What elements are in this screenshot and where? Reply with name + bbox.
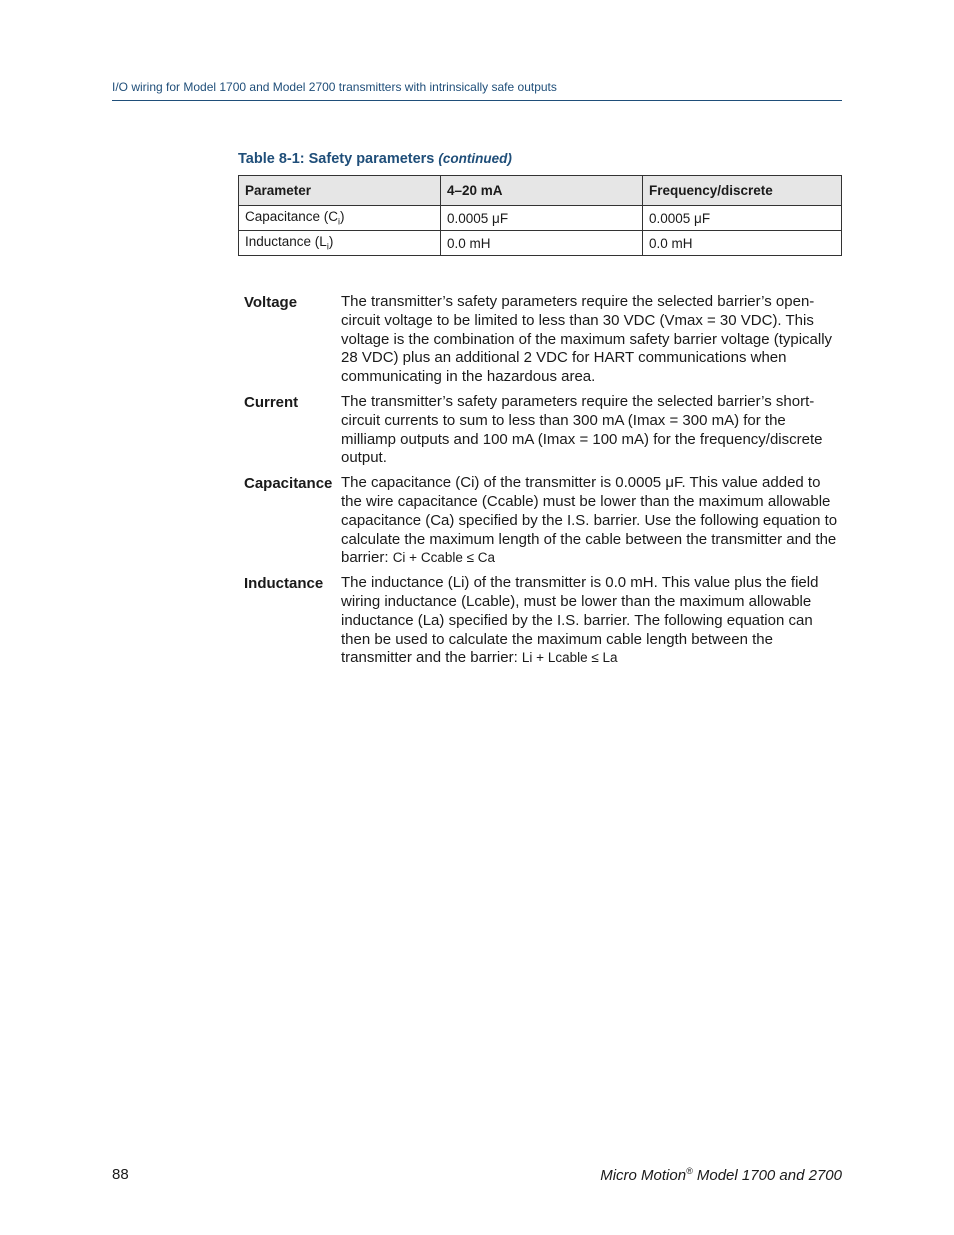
definition-list bbox=[244, 293, 842, 674]
table-caption bbox=[238, 151, 512, 167]
cell-frequency-discrete: 0.0005 μF bbox=[643, 206, 842, 231]
definition-text bbox=[341, 474, 842, 568]
parameter-subscript: i bbox=[326, 241, 329, 252]
definition-body: The inductance (Li) of the transmitter is 0.0 mH. This value plus the field wiring inductance (Lcable), must be lower than the maximum allowable inductance (La) specified by the I.S. barrier. The following equation can then be used to calculate the maximum cable length between the transmitter and the barrier: bbox=[341, 574, 819, 667]
definition-text bbox=[341, 393, 842, 468]
definition-voltage bbox=[244, 293, 842, 387]
cell-4-20ma: 0.0 mH bbox=[441, 231, 643, 256]
definition-inductance bbox=[244, 574, 842, 668]
definition-current bbox=[244, 393, 842, 468]
footer-title bbox=[600, 1166, 842, 1184]
page-number: 88 bbox=[112, 1166, 129, 1183]
table-caption-continued: (continued) bbox=[438, 151, 512, 166]
table-row bbox=[239, 206, 842, 231]
definition-equation: Ci + Ccable ≤ Ca bbox=[392, 550, 496, 566]
definition-term: Capacitance bbox=[244, 475, 333, 493]
definition-text bbox=[341, 293, 842, 387]
column-header-parameter: Parameter bbox=[239, 176, 441, 206]
parameter-subscript: i bbox=[338, 216, 341, 227]
parameter-close: ) bbox=[328, 234, 334, 250]
parameter-close: ) bbox=[340, 209, 345, 225]
table-caption-title: Table 8-1: Safety parameters bbox=[238, 151, 435, 167]
column-header-frequency-discrete: Frequency/discrete bbox=[643, 176, 842, 206]
cell-4-20ma: 0.0005 μF bbox=[441, 206, 643, 231]
definition-equation: Li + Lcable ≤ La bbox=[521, 650, 618, 666]
cell-parameter bbox=[239, 206, 441, 231]
definition-text bbox=[341, 574, 842, 668]
definition-capacitance bbox=[244, 474, 842, 568]
header-divider bbox=[112, 100, 842, 101]
footer-brand: Micro Motion bbox=[600, 1167, 687, 1184]
table-header-row bbox=[239, 176, 842, 206]
registered-mark: ® bbox=[686, 1166, 693, 1176]
running-header: I/O wiring for Model 1700 and Model 2700 transmitters with intrinsically safe outputs bbox=[112, 80, 557, 94]
definition-body: The transmitter’s safety parameters require the selected barrier’s open-circuit voltage to be limited to less than 30 VDC (Vmax = 30 VDC). This voltage is the combination of the maximum safety barrier voltage (typically 28 VDC) plus an additional 2 VDC for HART communications when communicating in the hazardous area. bbox=[341, 293, 833, 386]
cell-frequency-discrete: 0.0 mH bbox=[643, 231, 842, 256]
definition-term: Inductance bbox=[244, 575, 324, 593]
parameter-name: Inductance (L bbox=[245, 234, 327, 250]
column-header-4-20ma: 4–20 mA bbox=[441, 176, 643, 206]
cell-parameter bbox=[239, 231, 441, 256]
definition-body: The transmitter’s safety parameters require the selected barrier’s short-circuit currents to sum to less than 300 mA (Imax = 300 mA) for the milliamp outputs and 100 mA (Imax = 100 mA) for the frequency/discrete output. bbox=[341, 392, 823, 467]
safety-parameters-table bbox=[238, 175, 842, 256]
table-row bbox=[239, 231, 842, 256]
definition-body: The capacitance (Ci) of the transmitter is 0.0005 μF. This value added to the wire capacitance (Ccable) must be lower than the maximum allowable capacitance (Ca) specified by the I.S. barrier. Use the following equation to calculate the maximum length of the cable between the transmitter and the barrier: bbox=[341, 474, 838, 567]
parameter-name: Capacitance (C bbox=[245, 209, 339, 225]
definition-term: Voltage bbox=[244, 294, 298, 311]
definition-term: Current bbox=[244, 393, 299, 411]
footer-model: Model 1700 and 2700 bbox=[692, 1167, 842, 1184]
